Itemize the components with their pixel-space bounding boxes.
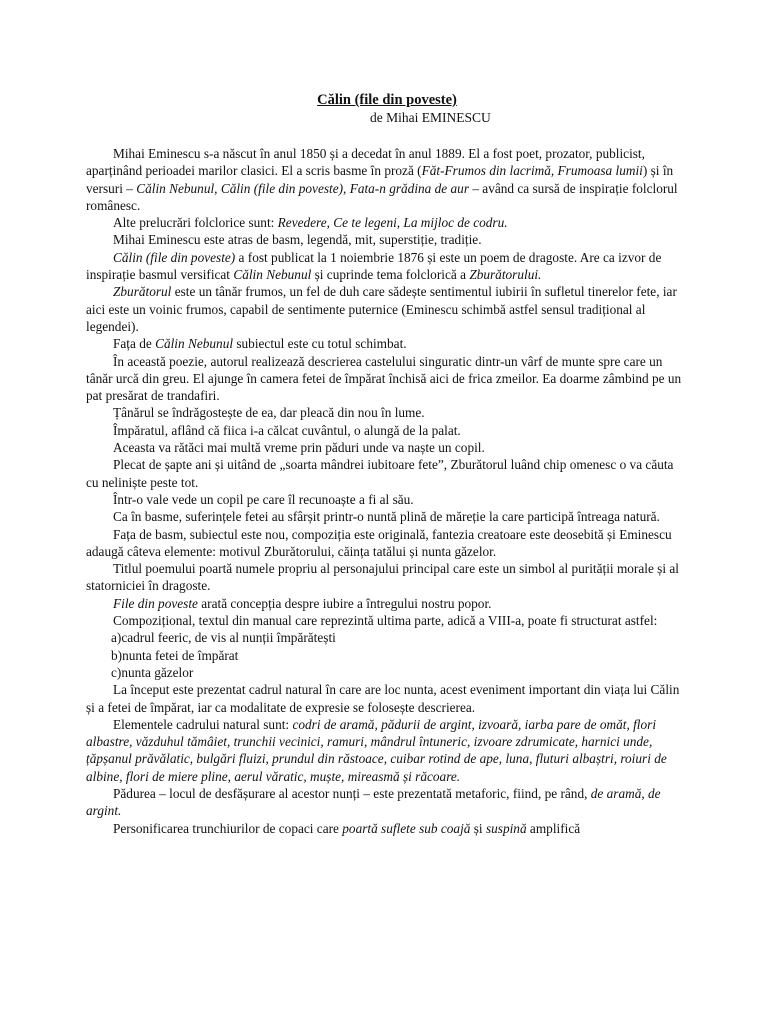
text-run: Mihai Eminescu s-a născut în anul 1850 și a decedat în anul 1889. El a fost poet, prozator, publicist, aparținând perioadei marilor clasici. El a scris basme în proză ( — [86, 146, 645, 179]
paragraph — [86, 716, 686, 785]
list-item: a)cadrul feeric, de vis al nunții împărătești — [111, 630, 336, 646]
paragraph — [86, 145, 686, 214]
text-run: Compozițional, textul din manual care reprezintă ultima parte, adică a VIII-a, poate fi structurat astfel: — [113, 613, 658, 629]
italic-text: suspină — [485, 820, 527, 836]
italic-text: Zburătorul — [113, 284, 172, 300]
paragraph — [86, 491, 686, 508]
paragraph — [86, 214, 686, 231]
paragraph — [86, 456, 686, 491]
text-run: Fața de basm, subiectul este nou, compoziția este originală, fantezia creatoare este deosebită și Eminescu adaugă câteva elemente: motivul Zburătorului, căința tatălui și nunta găzelor. — [86, 526, 672, 559]
italic-text: poartă suflete sub coajă — [342, 820, 471, 836]
text-run: Țânărul se îndrăgostește de ea, dar pleacă din nou în lume. — [113, 405, 425, 421]
italic-text: Călin Nebunul — [155, 336, 234, 352]
text-run: La început este prezentat cadrul natural în care are loc nunta, acest eveniment important din viața lui Călin și a fetei de împărat, iar ca modalitate de expresie se folosește descrierea. — [86, 682, 680, 715]
document-title: Călin (file din poveste) — [317, 92, 457, 108]
text-run: a fost publicat la 1 noiembrie 1876 și este un poem de dragoste. Are ca izvor de inspirație basmul versificat — [86, 249, 662, 283]
text-run: Pădurea – locul de desfășurare al acestor nunți – este prezentată metaforic, fiind, pe rând, — [113, 785, 591, 801]
italic-text: Călin Nebunul — [233, 267, 312, 283]
title-block — [0, 92, 768, 125]
text-run: Personificarea trunchiurilor de copaci care — [113, 820, 343, 836]
author-line: de Mihai EMINESCU — [370, 110, 491, 125]
paragraph — [86, 283, 686, 335]
text-run: este un tânăr frumos, un fel de duh care sădește sentimentul iubirii în sufletul tinerelor fete, iar aici este un voinic frumos, capabil de sentimente puternice (Eminescu schimbă astfel sensul tradițional al legendei). — [86, 284, 677, 334]
paragraph — [86, 422, 686, 439]
paragraph — [86, 404, 686, 421]
text-run: și cuprinde tema folclorică a — [311, 267, 470, 283]
italic-text: Făt-Frumos din lacrimă, Frumoasa lumii — [421, 163, 643, 179]
document-body — [86, 145, 686, 837]
text-run: – având ca sursă de inspirație folclorul românesc. — [86, 180, 678, 213]
paragraph — [86, 526, 686, 561]
italic-text: de aramă, de argint. — [86, 785, 661, 819]
text-run: subiectul este cu totul schimbat. — [233, 336, 407, 352]
text-run: Mihai Eminescu este atras de basm, legendă, mit, superstiție, tradiție. — [113, 232, 482, 248]
italic-text: File din poveste — [113, 595, 198, 611]
text-run: Elementele cadrului natural sunt: — [113, 716, 293, 732]
italic-text: Zburătorului. — [469, 267, 542, 283]
list-item: b)nunta fetei de împărat — [111, 647, 239, 663]
paragraph — [86, 439, 686, 456]
structure-list — [86, 629, 686, 681]
paragraph — [86, 508, 686, 525]
paragraphs-before-list — [86, 145, 686, 629]
text-run: Fața de — [113, 336, 156, 352]
italic-text: Călin Nebunul, Călin (file din poveste), Fata-n grădina de aur — [136, 180, 469, 196]
text-run: Titlul poemului poartă numele propriu al personajului principal care este un simbol al purității morale și al statorniciei în dragoste. — [86, 561, 679, 594]
italic-text: Revedere, Ce te legeni, La mijloc de codru. — [277, 215, 508, 231]
paragraph — [86, 820, 686, 837]
text-run: și — [470, 820, 486, 836]
list-item: c)nunta găzelor — [111, 664, 194, 680]
text-run: În această poezie, autorul realizează descrierea castelului singuratic dintr-un vârf de munte spre care un tânăr urcă din greu. El ajunge în camera fetei de împărat închisă aici de frica zmeilor. Ea doarme zâmbind pe un pat presărat de trandafiri. — [86, 353, 682, 404]
text-run: amplifică — [526, 820, 581, 836]
text-run: Plecat de șapte ani și uitând de „soarta mândrei iubitoare fete”, Zburătorul luând chip omenesc o va căuta cu neliniște peste tot. — [86, 457, 674, 490]
text-run: Într-o vale vede un copil pe care îl recunoaște a fi al său. — [113, 491, 414, 507]
text-run: Împăratul, aflând că fiica i-a călcat cuvântul, o alungă de la palat. — [113, 422, 461, 438]
paragraph — [86, 353, 686, 405]
text-run: arată concepția despre iubire a întregului nostru popor. — [197, 595, 492, 611]
italic-text: Călin (file din poveste) — [113, 249, 236, 265]
paragraph — [86, 249, 686, 284]
text-run: Ca în basme, suferințele fetei au sfârșit printr-o nuntă plină de măreție la care participă întreaga natură. — [113, 509, 660, 525]
paragraph — [86, 595, 686, 612]
paragraph — [86, 785, 686, 820]
paragraph — [86, 231, 686, 248]
text-run: Alte prelucrări folclorice sunt: — [113, 215, 278, 231]
paragraphs-after-list — [86, 681, 686, 837]
paragraph — [86, 681, 686, 716]
paragraph — [86, 560, 686, 595]
text-run: ) și în versuri – — [86, 163, 674, 196]
paragraph — [86, 612, 686, 629]
paragraph — [86, 335, 686, 352]
text-run: Aceasta va rătăci mai multă vreme prin păduri unde va naște un copil. — [113, 440, 485, 456]
italic-text: codri de aramă, pădurii de argint, izvoară, iarba pare de omăt, flori albastre, văzduhul tămâiet, trunchii vecinici, ramuri, mândrul întuneric, izvoare zdrumicate, harnici unde, țăpșanul prăvălatic, bulgări fluizi, prundul din răstoace, cuibar rotind de ape, luna, fluturi albaștri, roiuri de albine, flori de miere pline, aerul văratic, muște, mireasmă și răcoare. — [86, 716, 667, 784]
